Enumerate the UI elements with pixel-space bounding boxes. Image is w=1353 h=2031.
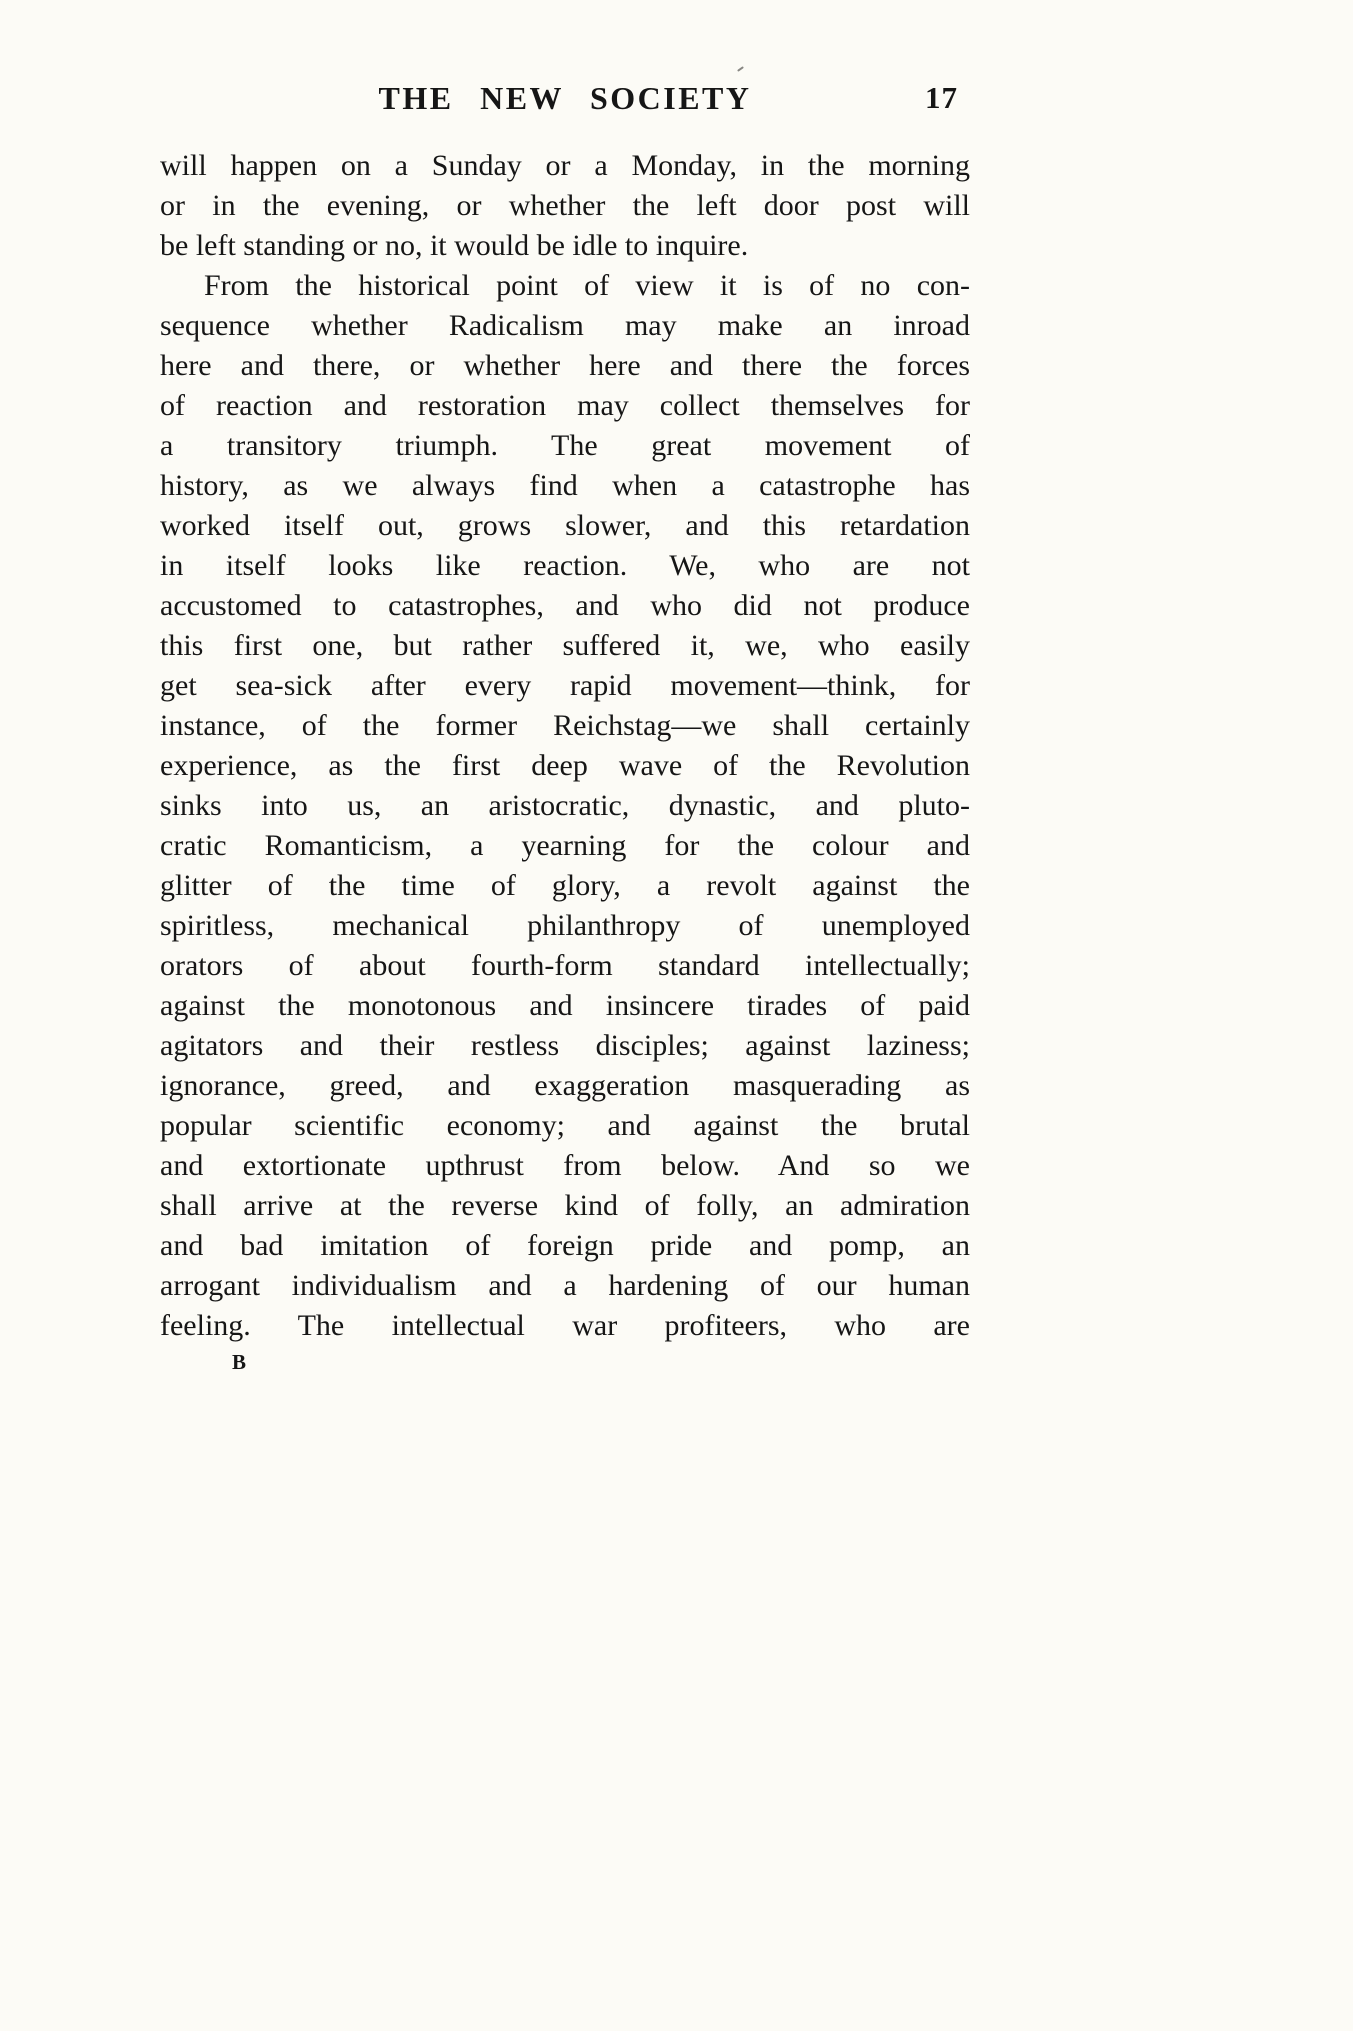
text-block — [160, 146, 970, 1346]
text-line: spiritless, mechanical philanthropy of unemployed — [160, 909, 970, 942]
text-line: history, as we always find when a catastrophe has — [160, 469, 970, 502]
text-line: of reaction and restoration may collect themselves for — [160, 389, 970, 422]
text-line: feeling. The intellectual war profiteers, who are — [160, 1309, 970, 1342]
text-line: arrogant individualism and a hardening of our human — [160, 1269, 970, 1302]
page-number: 17 — [925, 80, 958, 115]
text-line: sinks into us, an aristocratic, dynastic, and pluto- — [160, 789, 970, 822]
text-line: instance, of the former Reichstag—we shall certainly — [160, 709, 970, 742]
text-line: popular scientific economy; and against the brutal — [160, 1109, 970, 1142]
page-content — [160, 78, 970, 1375]
text-line: this first one, but rather suffered it, we, who easily — [160, 629, 970, 662]
text-line: worked itself out, grows slower, and this retardation — [160, 509, 970, 542]
text-line: From the historical point of view it is of no con- — [204, 269, 970, 302]
text-line: or in the evening, or whether the left door post will — [160, 189, 970, 222]
scan-artifact-mark — [737, 66, 744, 72]
text-line: sequence whether Radicalism may make an inroad — [160, 309, 970, 342]
text-line: shall arrive at the reverse kind of folly, an admiration — [160, 1189, 970, 1222]
text-line: a transitory triumph. The great movement of — [160, 429, 970, 462]
page-header — [160, 78, 970, 122]
signature-mark: B — [232, 1350, 248, 1374]
text-line: and extortionate upthrust from below. And so we — [160, 1149, 970, 1182]
text-line: ignorance, greed, and exaggeration masquerading as — [160, 1069, 970, 1102]
text-line: orators of about fourth-form standard intellectually; — [160, 949, 970, 982]
text-line: and bad imitation of foreign pride and pomp, an — [160, 1229, 970, 1262]
text-line: experience, as the first deep wave of the Revolution — [160, 749, 970, 782]
running-title: THE NEW SOCIETY — [378, 80, 752, 116]
text-line: glitter of the time of glory, a revolt against the — [160, 869, 970, 902]
paragraph — [160, 146, 970, 266]
text-line: will happen on a Sunday or a Monday, in the morning — [160, 149, 970, 182]
text-line: here and there, or whether here and there the forces — [160, 349, 970, 382]
text-line: against the monotonous and insincere tirades of paid — [160, 989, 970, 1022]
text-line: be left standing or no, it would be idle to inquire. — [160, 229, 749, 262]
text-line: agitators and their restless disciples; against laziness; — [160, 1029, 970, 1062]
text-line: get sea-sick after every rapid movement—think, for — [160, 669, 970, 702]
text-line: accustomed to catastrophes, and who did not produce — [160, 589, 970, 622]
text-line: in itself looks like reaction. We, who are not — [160, 549, 970, 582]
paragraph — [160, 266, 970, 1346]
text-line: cratic Romanticism, a yearning for the colour and — [160, 829, 970, 862]
